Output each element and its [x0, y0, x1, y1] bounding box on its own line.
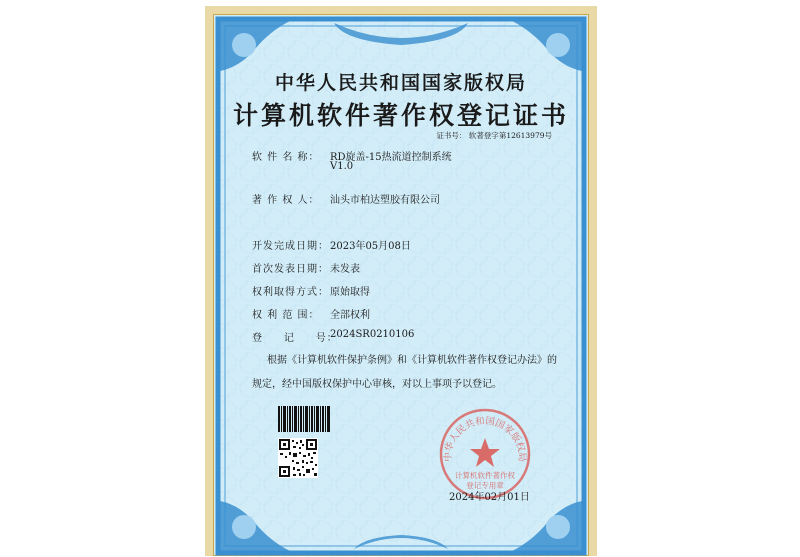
owner-label: 著 作 权 人： [252, 195, 320, 206]
software-name-label: 软 件 名 称： [252, 152, 320, 163]
completion-date-label: 开发完成日期： [252, 241, 329, 252]
scope-value: 全部权利 [330, 310, 370, 321]
first-publish-label: 首次发表日期： [252, 264, 329, 275]
barcode [278, 406, 330, 432]
software-version-value: V1.0 [330, 161, 354, 172]
reg-no-label: 登 记 号： [252, 333, 338, 344]
first-publish-value: 未发表 [330, 264, 360, 275]
owner-value: 汕头市柏达塑胶有限公司 [330, 195, 440, 206]
first-publish-row [252, 260, 330, 275]
certificate [205, 6, 597, 556]
certificate-number: 证书号： 软著登字第12613979号 [436, 131, 552, 140]
certificate-title: 计算机软件著作权登记证书 [232, 101, 569, 130]
reg-no-value: 2024SR0210106 [330, 329, 415, 340]
acquisition-label: 权利取得方式： [252, 287, 329, 298]
qr-code [278, 438, 318, 478]
acquisition-value: 原始取得 [330, 287, 370, 298]
software-name-value: RD旋盖-15热流道控制系统 [330, 152, 452, 163]
software-name-row [252, 148, 330, 163]
issue-date: 2024年02月01日 [449, 492, 530, 503]
scope-label: 权 利 范 围： [252, 310, 320, 321]
seal-inner-text-2: 登记专用章 [466, 481, 504, 490]
seal-inner-text-1: 计算机软件著作权 [455, 471, 515, 480]
issuing-authority: 中华人民共和国国家版权局 [274, 72, 527, 94]
seal-star-icon [470, 438, 500, 467]
completion-date-row [252, 237, 330, 252]
seal-ring-text: 中华人民共和国国家版权局 [442, 415, 528, 462]
owner-row [252, 191, 330, 206]
statement-line-2: 规定，经中国版权保护中心审核，对以上事项予以登记。 [252, 379, 502, 390]
statement-line-1: 根据《计算机软件保护条例》和《计算机软件著作权登记办法》的 [267, 355, 557, 366]
reg-no-row [252, 329, 338, 344]
scope-row [252, 306, 330, 321]
completion-date-value: 2023年05月08日 [330, 241, 411, 252]
acquisition-row [252, 283, 330, 298]
